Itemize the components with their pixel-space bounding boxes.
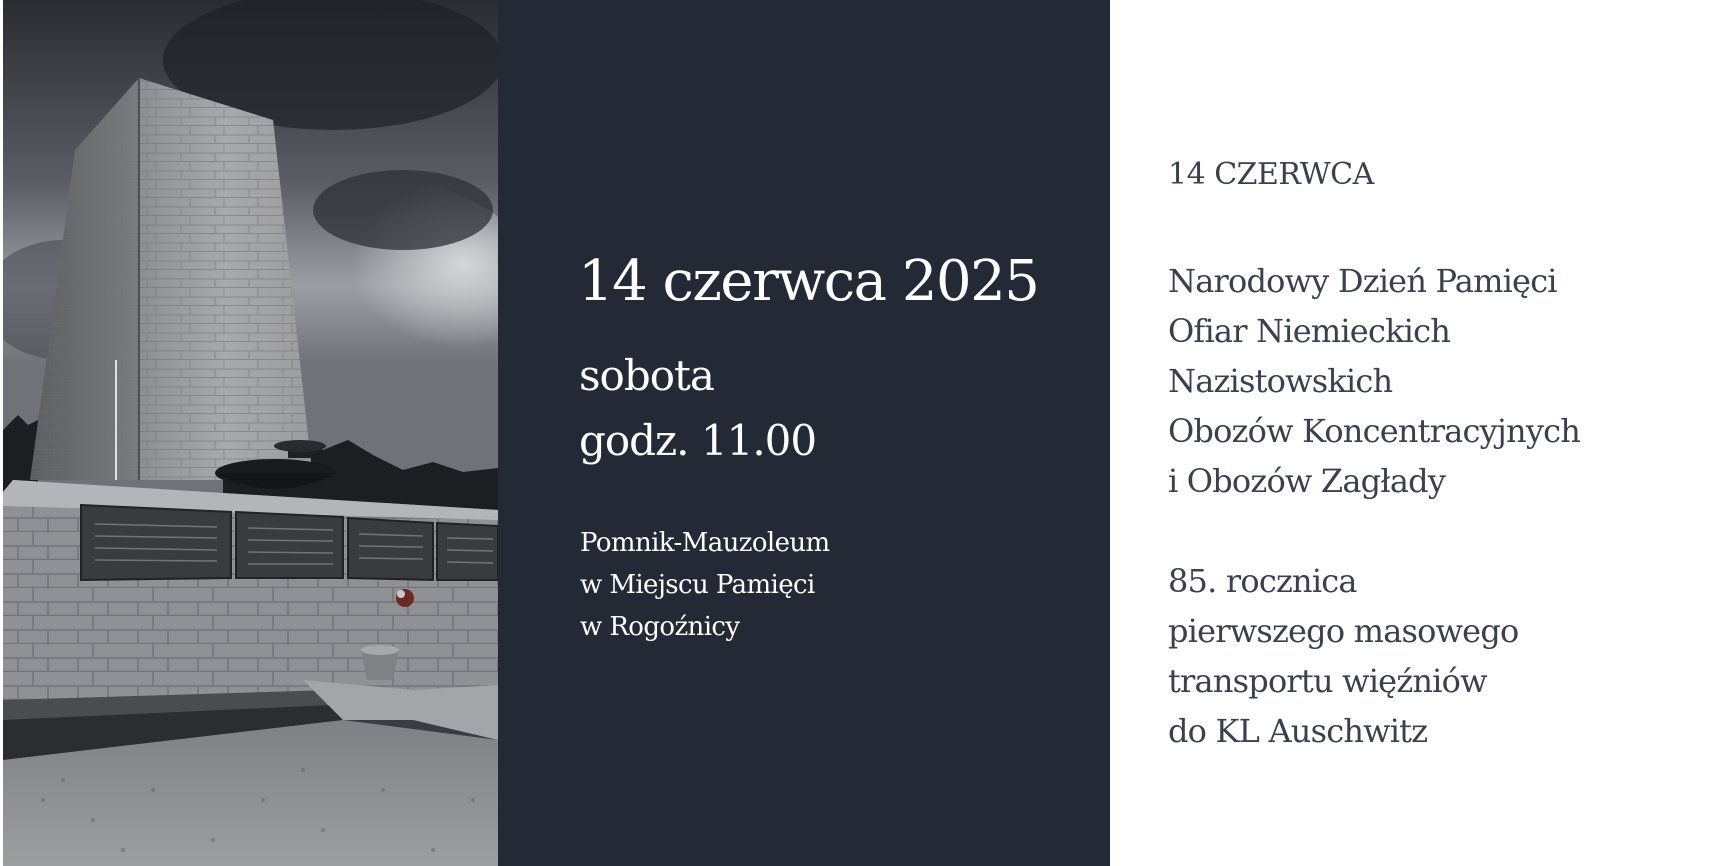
holiday-line: Nazistowskich [1168,362,1393,400]
monument-photo [3,0,498,866]
commemoration-date: 14 CZERWCA [1168,157,1374,192]
commemoration-info [1168,0,1728,866]
holiday-line: Obozów Koncentracyjnych [1168,412,1581,450]
event-time: godz. 11.00 [579,416,817,465]
event-weekday: sobota [579,351,714,400]
anniversary-line: transportu więźniów [1168,662,1487,700]
event-details-panel [498,0,1110,866]
event-date: 14 czerwca 2025 [578,249,1039,314]
event-venue [580,522,830,648]
holiday-name [1168,256,1580,506]
anniversary-line: 85. rocznica [1168,562,1357,600]
holiday-line: i Obozów Zagłady [1168,462,1446,500]
venue-line: Pomnik-Mauzoleum [580,528,830,558]
anniversary-text [1168,556,1518,756]
holiday-line: Ofiar Niemieckich [1168,312,1451,350]
venue-line: w Rogoźnicy [580,612,740,642]
holiday-line: Narodowy Dzień Pamięci [1168,262,1557,300]
anniversary-line: do KL Auschwitz [1168,712,1428,750]
anniversary-line: pierwszego masowego [1168,612,1519,650]
venue-line: w Miejscu Pamięci [580,570,815,600]
